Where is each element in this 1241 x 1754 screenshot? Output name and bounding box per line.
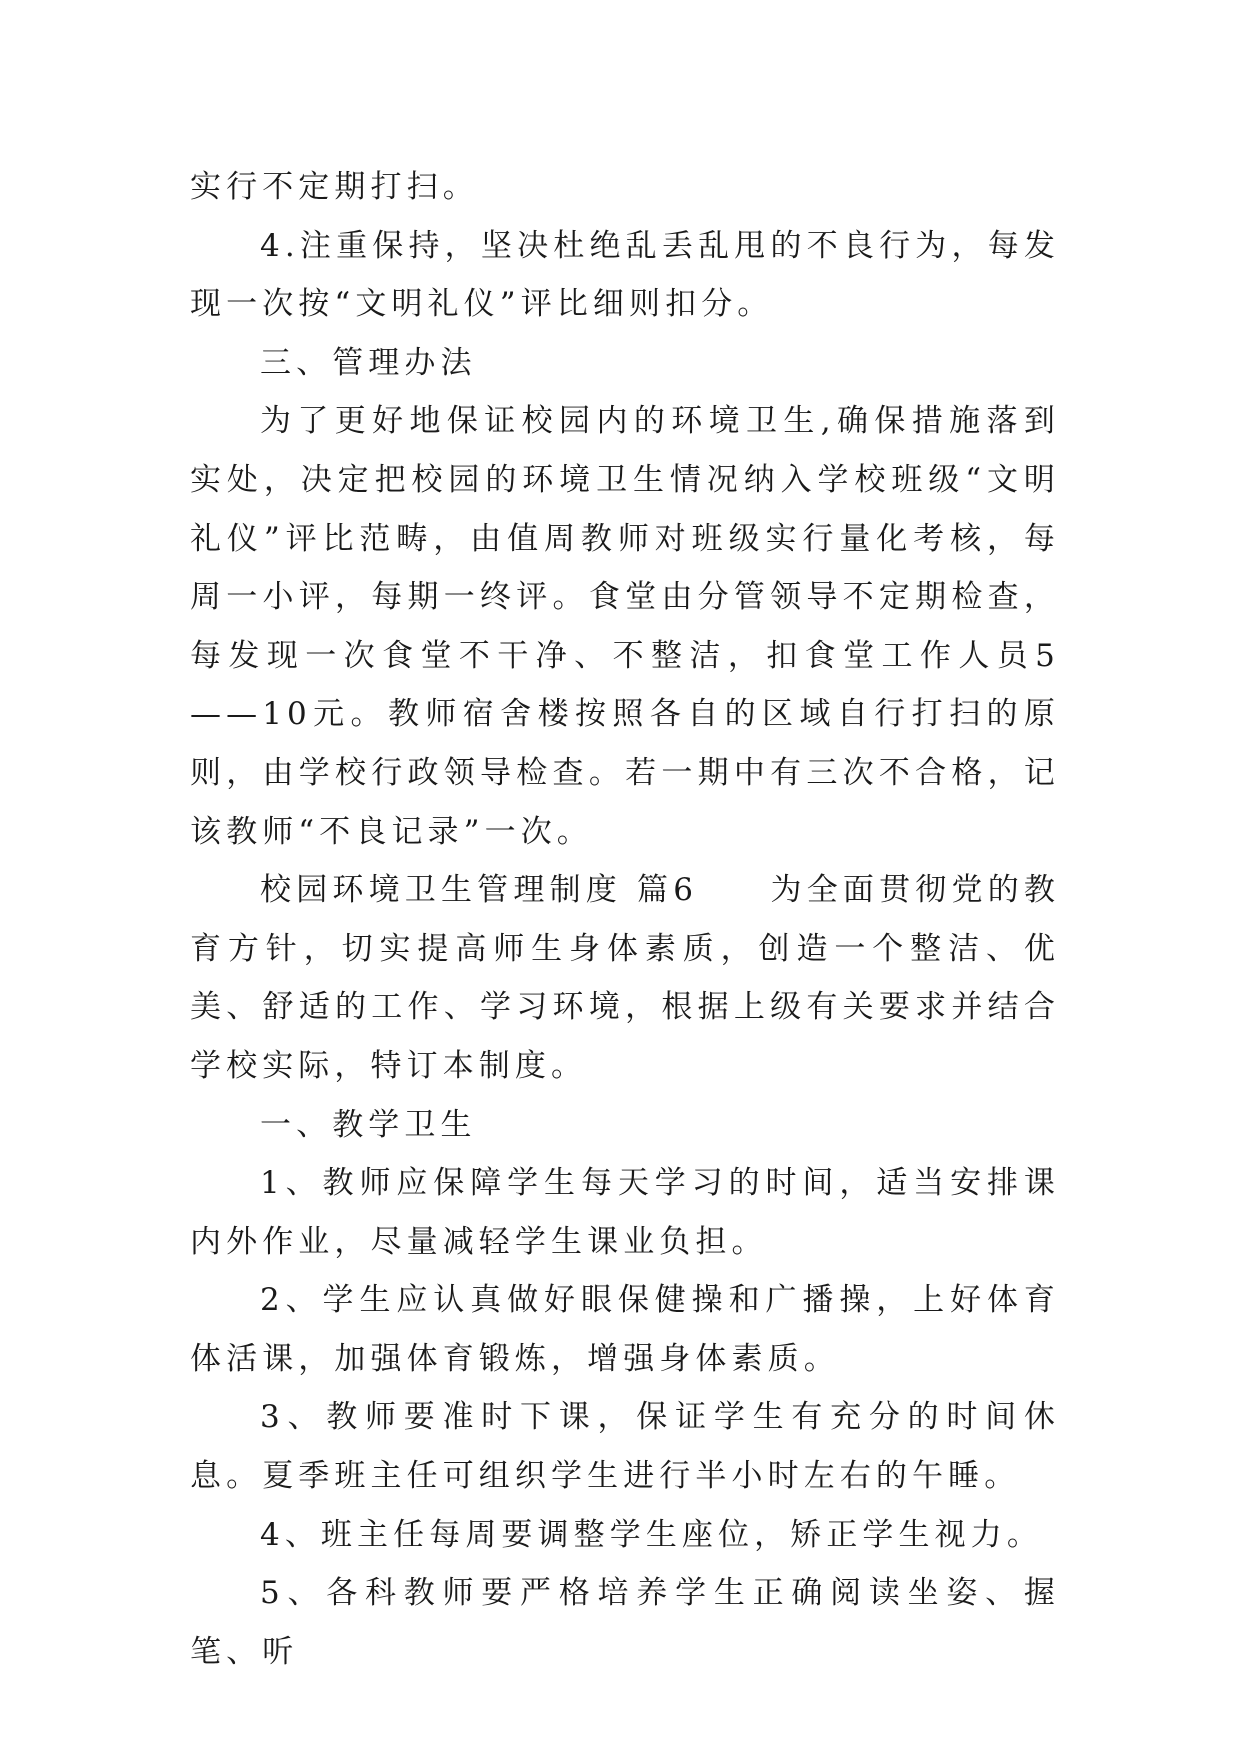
list-item-4: 4、班主任每周要调整学生座位，矫正学生视力。 <box>260 1516 1043 1553</box>
section-heading-teaching-hygiene: 一、教学卫生 <box>260 1106 477 1143</box>
list-item-2: 2、学生应认真做好眼保健操和广播操，上好体育体活课，加强体育锻炼，增强身体素质。 <box>190 1282 1060 1377</box>
list-item-3: 3、教师要准时下课，保证学生有充分的时间休息。夏季班主任可组织学生进行半小时左右的午睡。 <box>190 1399 1060 1495</box>
paragraph-4: 为了更好地保证校园内的环境卫生,确保措施落到实处，决定把校园的环境卫生情况纳入学校班级“文明礼仪”评比范畴，由值周教师对班级实行量化考核，每周一小评，每期一终评。食堂由分管领导不定期检查，每发现一次食堂不干净、不整洁，扣食堂工作人员5——10元。教师宿舍楼按照各自的区域自行打扫的原则，由学校行政领导检查。若一期中有三次不合格，记该教师“不良记录”一次。 <box>190 403 1060 850</box>
paragraph-1: 实行不定期打扫。 <box>190 169 479 205</box>
section-heading-management: 三、管理办法 <box>260 344 477 381</box>
paragraph-2: 4.注重保持，坚决杜绝乱丢乱甩的不良行为，每发现一次按“文明礼仪”评比细则扣分。 <box>190 227 1060 323</box>
list-item-1: 1、教师应保障学生每天学习的时间，适当安排课内外作业，尽量减轻学生课业负担。 <box>190 1165 1060 1260</box>
document-body <box>190 158 1060 1681</box>
paragraph-5: 校园环境卫生管理制度 篇6 为全面贯彻党的教育方针，切实提高师生身体素质，创造一个整洁、优美、舒适的工作、学习环境，根据上级有关要求并结合学校实际，特订本制度。 <box>190 872 1060 1084</box>
list-item-5: 5、各科教师要严格培养学生正确阅读坐姿、握笔、听 <box>190 1575 1060 1670</box>
